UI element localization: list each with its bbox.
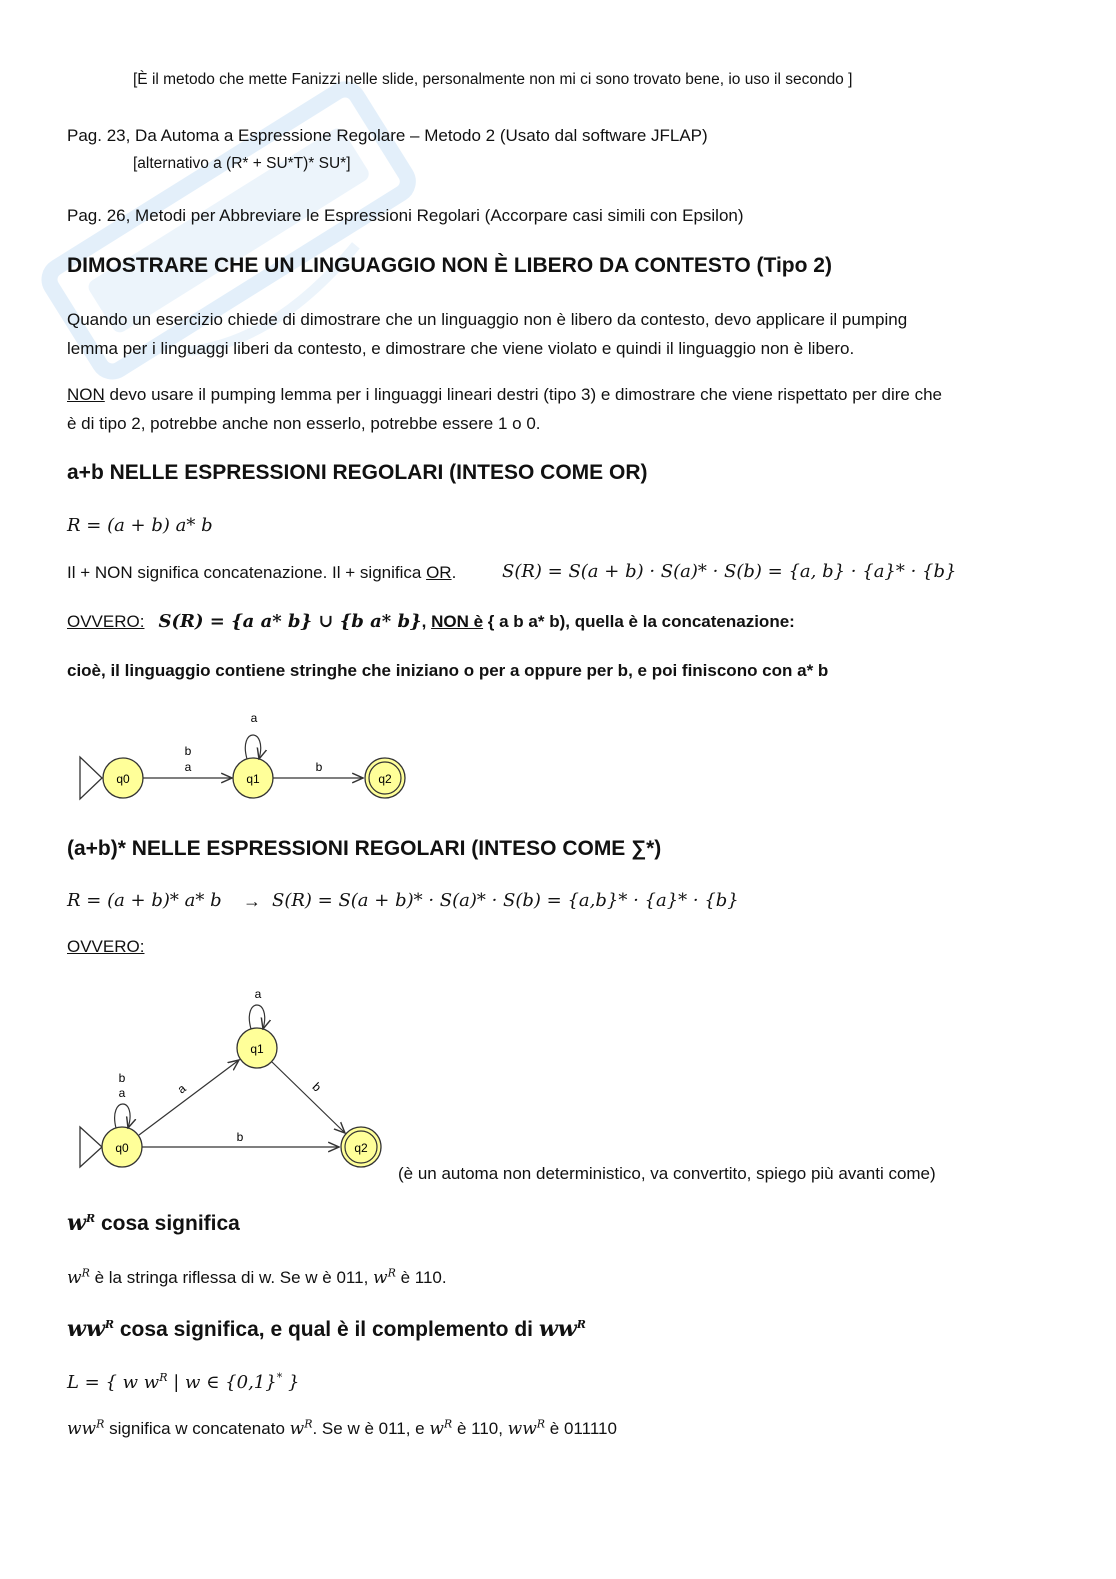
edge-q0-q2-label: b <box>236 1130 244 1144</box>
paragraph-line <box>67 562 456 584</box>
underlined-or: OR <box>426 563 452 582</box>
formula-s: S(R) = S(a + b) · S(a)* · S(b) = {a, b} · {a}* · {b} <box>502 561 957 582</box>
state-q2-label: q2 <box>378 772 392 786</box>
paragraph-text: , <box>421 612 432 631</box>
ref-pag-26: Pag. 26, Metodi per Abbreviare le Espressioni Regolari (Accorpare casi simili con Epsilon) <box>67 206 744 225</box>
heading-wr <box>67 1212 240 1235</box>
paragraph-text: Il + NON significa concatenazione. Il + significa <box>67 563 427 582</box>
automaton-diagram-1 <box>66 705 426 810</box>
math-sup: R <box>81 1266 90 1280</box>
wr-definition <box>67 1267 447 1289</box>
paragraph-text: devo usare il pumping lemma per i linguaggi lineari destri (tipo 3) e dimostrare che viene rispettato per dire che <box>104 385 942 404</box>
math-var: ww <box>507 1419 537 1439</box>
math-var: w <box>67 1210 86 1236</box>
math-var: w <box>373 1268 388 1288</box>
math-var: ww <box>67 1316 105 1342</box>
math-var: w <box>289 1419 305 1439</box>
state-q2-label: q2 <box>354 1141 368 1155</box>
math-sup: * <box>276 1371 283 1384</box>
math-var: w <box>429 1419 444 1439</box>
edge-q0-q1-label-b: b <box>184 744 192 758</box>
paragraph-text: è 011110 <box>545 1419 617 1438</box>
math-var: ww <box>67 1419 97 1439</box>
automaton-diagram-2 <box>66 980 396 1180</box>
paragraph-line: lemma per i linguaggi liberi da contesto, e dimostrare che viene violato e quindi il linguaggio non è libero. <box>67 339 855 358</box>
formula-language <box>67 1372 299 1394</box>
state-q1-label: q1 <box>250 1042 264 1056</box>
underlined-non: NON <box>67 385 105 404</box>
paragraph-line <box>67 384 942 406</box>
math-sup: R <box>104 1318 115 1331</box>
state-q0-label: q0 <box>116 772 130 786</box>
note-fanizzi: [È il metodo che mette Fanizzi nelle slide, personalmente non mi ci sono trovato bene, io uso il secondo ] <box>133 71 853 88</box>
edge-q0-q1 <box>139 1060 239 1135</box>
state-q0-label: q0 <box>115 1141 129 1155</box>
math-sup: R <box>443 1417 453 1431</box>
underlined-non-e: NON è <box>431 612 484 631</box>
formula-union: S(R) = {a a* b} ∪ {b a* b} <box>158 611 422 632</box>
math-var: w <box>67 1268 82 1288</box>
paragraph-text: { a b a* b), quella è la concatenazione: <box>483 612 795 631</box>
math-sup: R <box>536 1417 546 1431</box>
loop-q0 <box>115 1104 130 1128</box>
ovvero-line <box>67 611 795 633</box>
paragraph-line: Quando un esercizio chiede di dimostrare che un linguaggio non è libero da contesto, devo applicare il pumping <box>67 310 908 329</box>
edge-q0-q1-label-a: a <box>184 760 192 774</box>
note-alternativo: [alternativo a (R* + SU*T)* SU*] <box>133 155 351 172</box>
paragraph-text: . <box>451 563 457 582</box>
heading-star: (a+b)* NELLE ESPRESSIONI REGOLARI (INTESO COME ∑*) <box>67 837 662 860</box>
heading-or: a+b NELLE ESPRESSIONI REGOLARI (INTESO COME OR) <box>67 461 648 484</box>
math-var: ww <box>538 1316 577 1342</box>
initial-state-triangle <box>80 1127 102 1167</box>
edge-q1-q2-label: b <box>315 760 323 774</box>
heading-text: cosa significa, e qual è il complemento di <box>114 1318 539 1341</box>
arrow-icon: → <box>243 891 261 911</box>
math-sup: R <box>304 1417 313 1431</box>
heading-wwr <box>67 1318 586 1341</box>
edge-q1-q2 <box>272 1062 345 1133</box>
paragraph-text: . Se w è 011, e <box>312 1419 430 1438</box>
paragraph-text: è 110. <box>395 1268 447 1287</box>
paragraph-text: significa w concatenato <box>104 1419 290 1438</box>
formula-r-star: R = (a + b)* a* b <box>67 890 222 911</box>
loop-q1 <box>245 735 260 759</box>
loop-q1-label: a <box>254 987 262 1001</box>
loop-q0-label-a: a <box>118 1086 126 1100</box>
heading-text: cosa significa <box>95 1212 240 1235</box>
loop-q1-label: a <box>250 711 258 725</box>
formula-s-star: S(R) = S(a + b)* · S(a)* · S(b) = {a,b}* · {a}* · {b} <box>272 890 739 911</box>
heading-dimostrare: DIMOSTRARE CHE UN LINGUAGGIO NON È LIBERO DA CONTESTO (Tipo 2) <box>67 254 832 277</box>
edge-q1-q2-label: b <box>309 1079 325 1095</box>
wwr-definition <box>67 1418 617 1440</box>
math-sup: R <box>159 1371 168 1384</box>
math-sup: R <box>576 1318 586 1331</box>
paragraph-text: è la stringa riflessa di w. Se w è 011, <box>89 1268 374 1287</box>
state-q1-label: q1 <box>246 772 260 786</box>
loop-q1 <box>249 1005 264 1029</box>
formula-text: | w ∈ {0,1} <box>167 1372 277 1393</box>
initial-state-triangle <box>80 757 102 799</box>
edge-q0-q1-label: a <box>174 1081 189 1097</box>
formula-text: L = { w w <box>67 1372 160 1393</box>
formula-text: } <box>282 1372 300 1393</box>
paragraph-text: è 110, <box>452 1419 508 1438</box>
loop-q0-label-b: b <box>118 1071 126 1085</box>
automaton-note: (è un automa non deterministico, va convertito, spiego più avanti come) <box>398 1164 936 1183</box>
math-sup: R <box>96 1417 105 1431</box>
math-sup: R <box>387 1266 396 1280</box>
cioe-line: cioè, il linguaggio contiene stringhe che iniziano o per a oppure per b, e poi finiscono con a* b <box>67 661 829 680</box>
ref-pag-23: Pag. 23, Da Automa a Espressione Regolare – Metodo 2 (Usato dal software JFLAP) <box>67 126 708 145</box>
ovvero-label: OVVERO: <box>67 937 145 956</box>
math-sup: R <box>85 1212 96 1225</box>
ovvero-label: OVVERO: <box>67 612 145 631</box>
formula-r: R = (a + b) a* b <box>67 515 213 536</box>
paragraph-line: è di tipo 2, potrebbe anche non esserlo, potrebbe essere 1 o 0. <box>67 414 541 433</box>
